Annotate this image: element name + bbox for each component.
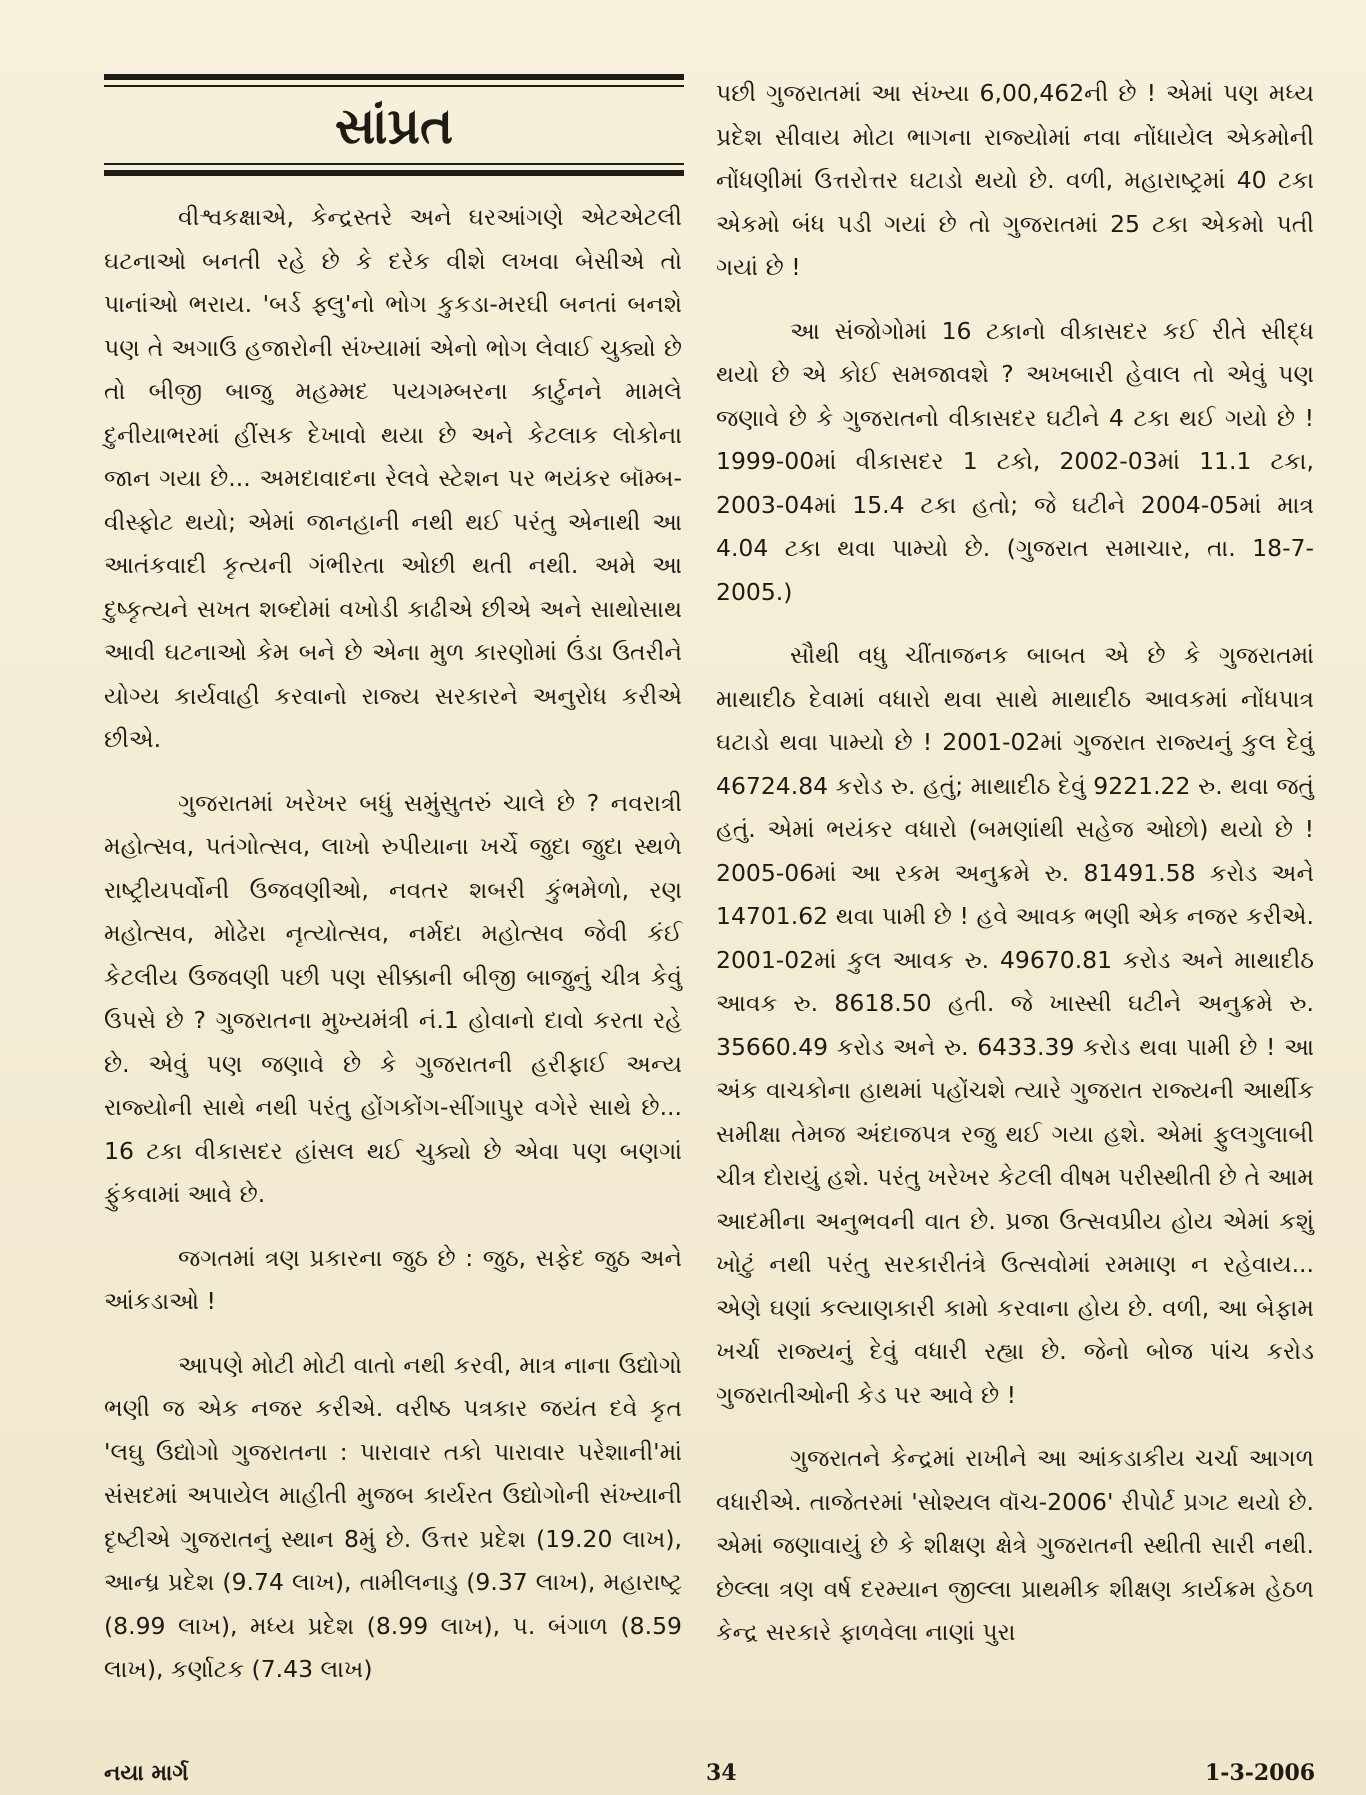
paragraph: ગુજરાતમાં ખરેખર બધું સમુંસુતરું ચાલે છે ? નવરાત્રી મહોત્સવ, પતંગોત્સવ, લાખો રુપીયાના ખર્ચે જુદા જુદા સ્થળે રાષ્ટ્રીયપર્વોની ઉજવણીઓ, નવતર શબરી કુંભમેળો, રણ મહોત્સવ, મોઢેરા નૃત્યોત્સવ, નર્મદા મહોત્સવ જેવી કંઈ કેટલીય ઉજવણી પછી પણ સીક્કાની બીજી બાજુનું ચીત્ર કેવું ઉપસે છે ? ગુજરાતના મુખ્યમંત્રી નં.1 હોવાનો દાવો કરતા રહે છે. એવું પણ જણાવે છે કે ગુજરાતની હરીફાઈ અન્ય રાજ્યોની સાથે નથી પરંતુ હોંગકોંગ-સીંગાપુર વગેરે સાથે છે... 16 ટકા વીકાસદર હાંસલ થઈ ચુક્યો છે એવા પણ બણગાં ફુંકવામાં આવે છે. <box>104 788 682 1208</box>
footer-publication: નયા માર્ગ <box>104 1760 189 1786</box>
heading-rule-top-thin <box>104 85 684 87</box>
paragraph: ગુજરાતને કેન્દ્રમાં રાખીને આ આંકડાકીય ચર્ચા આગળ વધારીએ. તાજેતરમાં 'સોશ્યલ વૉચ-2006' રીપોર્ટ પ્રગટ થયો છે. એમાં જણાવાયું છે કે શીક્ષણ ક્ષેત્રે ગુજરાતની સ્થીતી સારી નથી. છેલ્લા ત્રણ વર્ષ દરમ્યાન જીલ્લા પ્રાથમીક શીક્ષણ કાર્યક્રમ હેઠળ કેન્દ્ર સરકારે ફાળવેલા નાણાં પુરા <box>716 1444 1314 1646</box>
left-column <box>104 196 682 1712</box>
paragraph: સૌથી વધુ ચીંતાજનક બાબત એ છે કે ગુજરાતમાં માથાદીઠ દેવામાં વધારો થવા સાથે માથાદીઠ આવકમાં નોંધપાત્ર ઘટાડો થવા પામ્યો છે ! 2001-02માં ગુજરાત રાજ્યનું કુલ દેવું 46724.84 કરોડ રુ. હતું; માથાદીઠ દેવું 9221.22 રુ. થવા જતું હતું. એમાં ભયંકર વધારો (બમણાંથી સહેજ ઓછો) થયો છે ! 2005-06માં આ રકમ અનુક્રમે રુ. 81491.58 કરોડ અને 14701.62 થવા પામી છે ! હવે આવક ભણી એક નજર કરીએ. 2001-02માં કુલ આવક રુ. 49670.81 કરોડ અને માથાદીઠ આવક રુ. 8618.50 હતી. જે ખાસ્સી ઘટીને અનુક્રમે રુ. 35660.49 કરોડ અને રુ. 6433.39 કરોડ થવા પામી છે ! આ અંક વાચકોના હાથમાં પહોંચશે ત્યારે ગુજરાત રાજ્યની આર્થીક સમીક્ષા તેમજ અંદાજપત્ર રજુ થઈ ગયા હશે. એમાં ફુલગુલાબી ચીત્ર દોરાયું હશે. પરંતુ ખરેખર કેટલી વીષમ પરીસ્થીતી છે તે આમ આદમીના અનુભવની વાત છે. પ્રજા ઉત્સવપ્રીય હોય એમાં કશું ખોટું નથી પરંતુ સરકારીતંત્રે ઉત્સવોમાં રમમાણ ન રહેવાય... એણે ઘણાં કલ્યાણકારી કામો કરવાના હોય છે. વળી, આ બેફામ ખર્ચા રાજ્યનું દેવું વધારી રહ્યા છે. જેનો બોજ પાંચ કરોડ ગુજરાતીઓની કેડ પર આવે છે ! <box>716 641 1314 1409</box>
paragraph: જગતમાં ત્રણ પ્રકારના જુઠ છે : જુઠ, સફેદ જુઠ અને આંકડાઓ ! <box>104 1243 682 1315</box>
paragraph: પછી ગુજરાતમાં આ સંખ્યા 6,00,462ની છે ! એમાં પણ મધ્ય પ્રદેશ સીવાય મોટા ભાગના રાજ્યોમાં નવા નોંધાયેલ એકમોની નોંધણીમાં ઉત્તરોત્તર ઘટાડો થયો છે. વળી, મહારાષ્ટ્રમાં 40 ટકા એકમો બંધ પડી ગયાં છે તો ગુજરાતમાં 25 ટકા એકમો પતી ગયાં છે ! <box>716 79 1314 281</box>
heading-rule-top-thick <box>104 74 684 80</box>
paragraph: વીશ્વકક્ષાએ, કેન્દ્રસ્તરે અને ઘરઆંગણે એટએટલી ઘટનાઓ બનતી રહે છે કે દરેક વીશે લખવા બેસીએ તો પાનાંઓ ભરાય. 'બર્ડ ફ્લુ'નો ભોગ કુકડા-મરઘી બનતાં બનશે પણ તે અગાઉ હજારોની સંખ્યામાં એનો ભોગ લેવાઈ ચુક્યો છે તો બીજી બાજુ મહમ્મદ પયગમ્બરના કાર્ટુનને મામલે દુનીયાભરમાં હીંસક દેખાવો થયા છે અને કેટલાક લોકોના જાન ગયા છે... અમદાવાદના રેલવે સ્ટેશન પર ભયંકર બૉમ્બ-વીસ્ફોટ થયો; એમાં જાનહાની નથી થઈ પરંતુ એનાથી આ આતંકવાદી કૃત્યની ગંભીરતા ઓછી થતી નથી. અમે આ દુષ્કૃત્યને સખત શબ્દોમાં વખોડી કાઢીએ છીએ અને સાથોસાથ આવી ઘટનાઓ કેમ બને છે એના મુળ કારણોમાં ઉંડા ઉતરીને યોગ્ય કાર્યવાહી કરવાનો રાજ્ય સરકારને અનુરોધ કરીએ છીએ. <box>104 203 682 753</box>
section-heading: સાંપ્રત <box>334 97 454 155</box>
footer-date: 1-3-2006 <box>1205 1760 1316 1786</box>
heading-rule-bottom-thin <box>104 163 684 165</box>
footer-page-number: 34 <box>706 1760 737 1786</box>
heading-rule-bottom-thick <box>104 170 684 176</box>
paragraph: આ સંજોગોમાં 16 ટકાનો વીકાસદર કઈ રીતે સીદ્ધ થયો છે એ કોઈ સમજાવશે ? અખબારી હેવાલ તો એવું પણ જણાવે છે કે ગુજરાતનો વીકાસદર ઘટીને 4 ટકા થઈ ગયો છે ! 1999-00માં વીકાસદર 1 ટકો, 2002-03માં 11.1 ટકા, 2003-04માં 15.4 ટકા હતો; જે ઘટીને 2004-05માં માત્ર 4.04 ટકા થવા પામ્યો છે. (ગુજરાત સમાચાર, તા. 18-7- 2005.) <box>716 316 1314 606</box>
right-column <box>716 72 1314 1675</box>
paragraph: આપણે મોટી મોટી વાતો નથી કરવી, માત્ર નાના ઉદ્યોગો ભણી જ એક નજર કરીએ. વરીષ્ઠ પત્રકાર જયંત દવે કૃત 'લઘુ ઉદ્યોગો ગુજરાતના : પારાવાર તકો પારાવાર પરેશાની'માં સંસદમાં અપાયેલ માહીતી મુજબ કાર્યરત ઉદ્યોગોની સંખ્યાની દૃષ્ટીએ ગુજરાતનું સ્થાન 8મું છે. ઉત્તર પ્રદેશ (19.20 લાખ), આન્ધ્ર પ્રદેશ (9.74 લાખ), તામીલનાડુ (9.37 લાખ), મહારાષ્ટ્ર (8.99 લાખ), મધ્ય પ્રદેશ (8.99 લાખ), પ. બંગાળ (8.59 લાખ), કર્ણાટક (7.43 લાખ) <box>104 1350 682 1683</box>
